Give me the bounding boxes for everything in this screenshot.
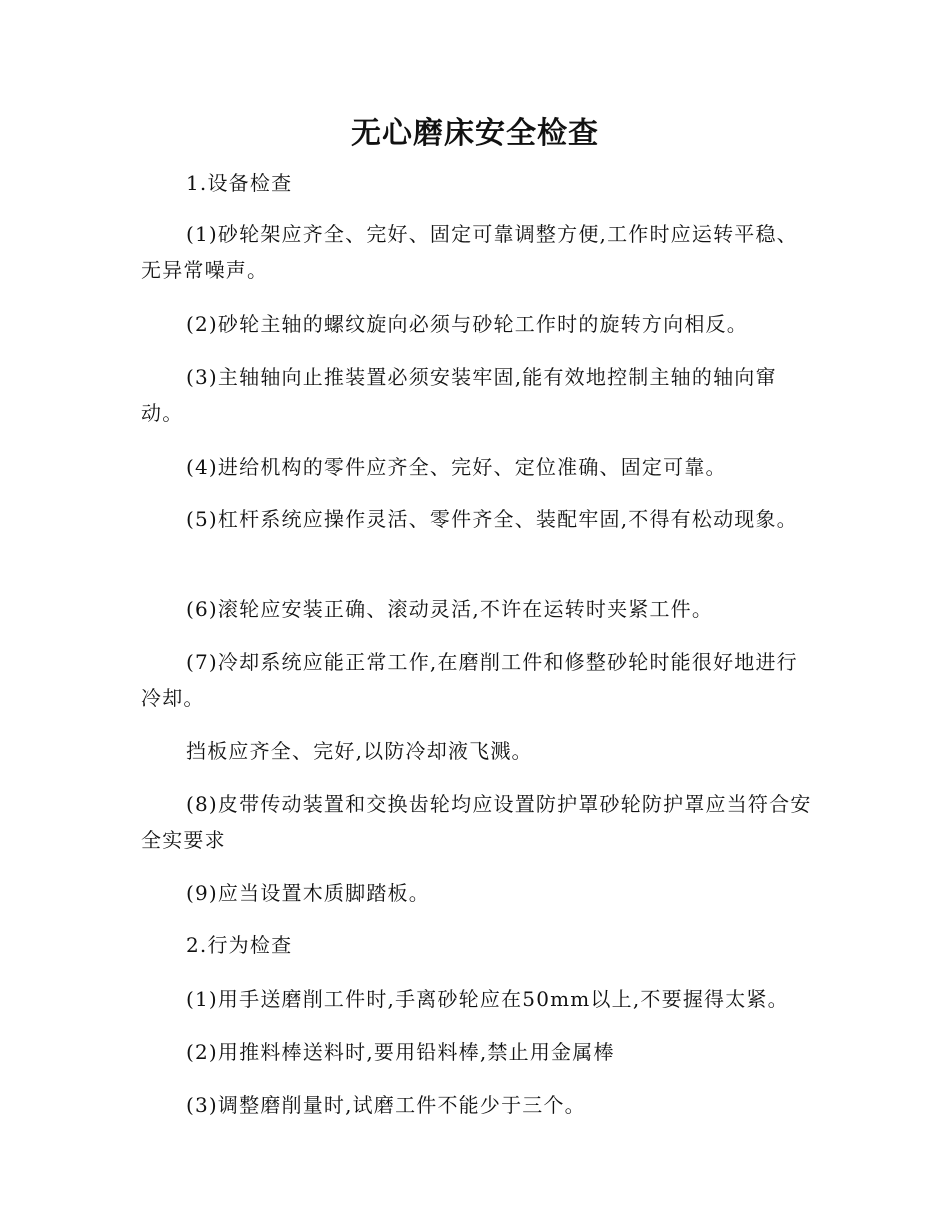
section-heading-behavior: 2.行为检查: [186, 933, 293, 957]
section-heading-equipment: 1.设备检查: [186, 171, 293, 195]
paragraph: (4)进给机构的零件应齐全、完好、定位准确、固定可靠。: [186, 455, 727, 479]
paragraph: (1)用手送磨削工件时,手离砂轮应在50mm以上,不要握得太紧。: [186, 987, 789, 1011]
paragraph: (5)杠杆系统应操作灵活、零件齐全、装配牢固,不得有松动现象。: [186, 507, 798, 531]
document-title: 无心磨床安全检查: [351, 116, 599, 151]
paragraph: (3)调整磨削量时,试磨工件不能少于三个。: [186, 1093, 586, 1117]
paragraph: 挡板应齐全、完好,以防冷却液飞溅。: [186, 739, 533, 763]
paragraph: (8)皮带传动装置和交换齿轮均应设置防护罩砂轮防护罩应当符合安全实要求: [141, 792, 812, 852]
paragraph: (1)砂轮架应齐全、完好、固定可靠调整方便,工作时应运转平稳、无异常噪声。: [141, 222, 798, 282]
paragraph: (6)滚轮应安装正确、滚动灵活,不许在运转时夹紧工件。: [186, 597, 714, 621]
paragraph: (2)砂轮主轴的螺纹旋向必须与砂轮工作时的旋转方向相反。: [186, 312, 748, 336]
paragraph: (2)用推料棒送料时,要用铅料棒,禁止用金属棒: [186, 1040, 615, 1064]
paragraph: (9)应当设置木质脚踏板。: [186, 881, 430, 905]
paragraph: (3)主轴轴向止推装置必须安装牢固,能有效地控制主轴的轴向窜动。: [141, 365, 777, 425]
paragraph: (7)冷却系统应能正常工作,在磨削工件和修整砂轮时能很好地进行冷却。: [141, 650, 798, 710]
